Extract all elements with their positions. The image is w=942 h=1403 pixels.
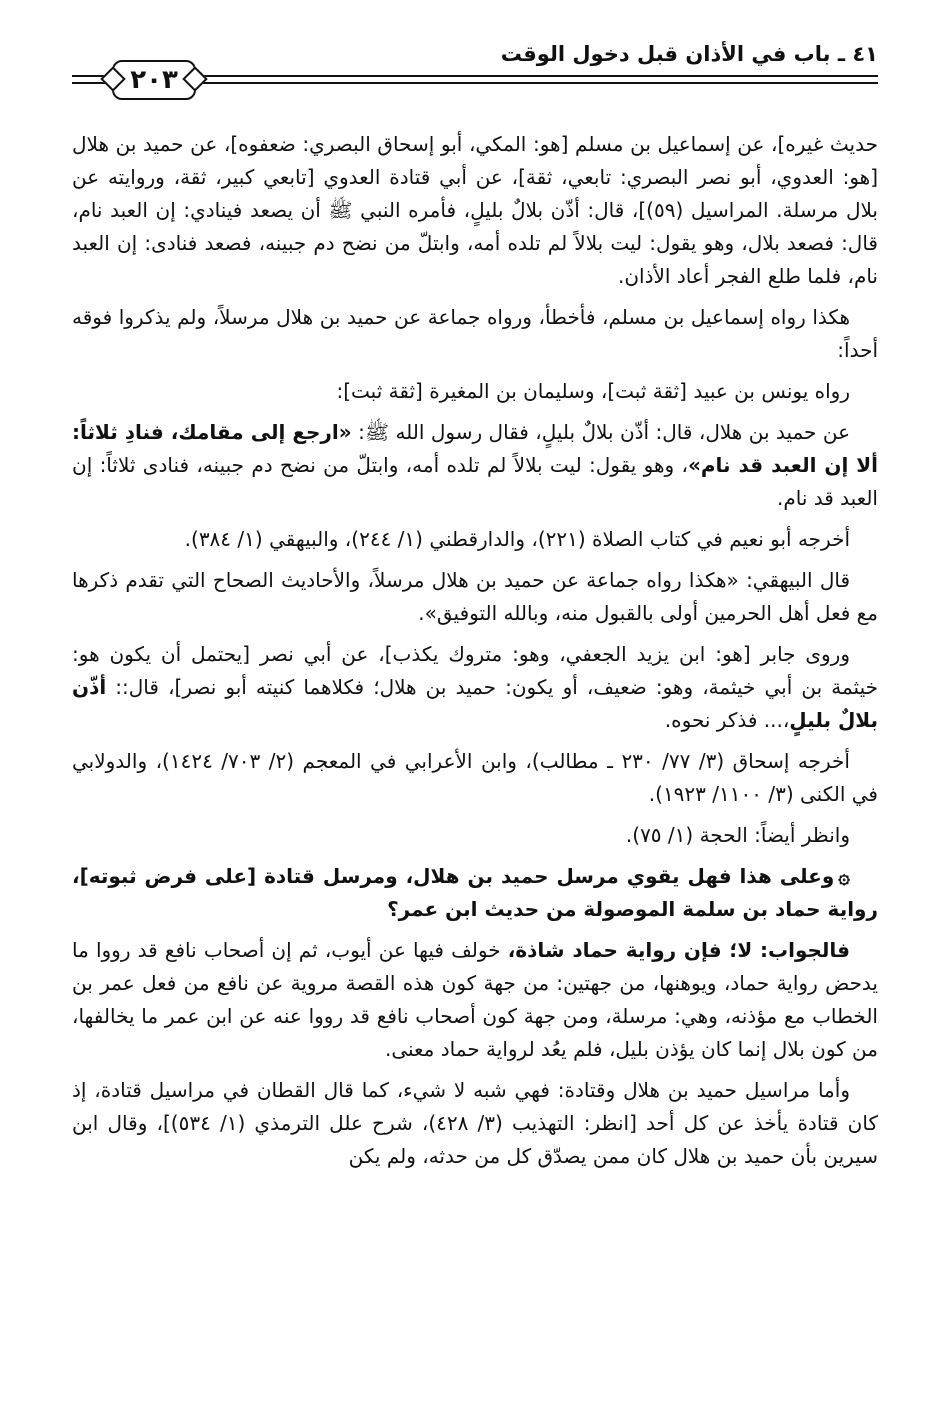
page-body — [72, 128, 878, 1181]
header-rule — [194, 75, 878, 77]
hadith-quote: «ارجع إلى مقامك، فنادِ ثلاثاً: ألا إن العبد قد نام» — [72, 420, 878, 477]
answer-lead: فالجواب: لا؛ فإن رواية حماد شاذة، — [507, 938, 851, 962]
paragraph: رواه يونس بن عبيد [ثقة ثبت]، وسليمان بن المغيرة [ثقة ثبت]: — [336, 379, 850, 403]
text-run: خولف فيها عن أيوب، ثم إن أصحاب نافع قد رووا ما يدحض رواية حماد، ويوهنها، من جهتين: من جهة كون هذه القصة مروية عن نافع من فعل عمر بن الخطاب مع مؤذنه، وهي: مرسلة، ومن جهة كون أصحاب نافع قد رووا عنه عن ابن عمر ما يخالفها، من كون بلال إنما كان يؤذن بليل، فلم يعُد لرواية حماد معنى. — [72, 938, 878, 1061]
chapter-title: ٤١ ـ باب في الأذان قبل دخول الوقت — [500, 42, 878, 66]
paragraph: هكذا رواه إسماعيل بن مسلم، فأخطأ، ورواه جماعة عن حميد بن هلال مرسلاً، ولم يذكروا فوقه أحداً: — [72, 305, 878, 362]
paragraph: حديث غيره]، عن إسماعيل بن مسلم [هو: المكي، أبو إسحاق البصري: ضعفوه]، عن حميد بن هلال [هو: العدوي، أبو نصر البصري: تابعي، ثقة]، عن أبي قتادة العدوي [تابعي كبير، ثقة، وروايته عن بلال مرسلة. المراسيل (٥٩)]، قال: أذّن بلالٌ بليلٍ، فأمره النبي ﷺ أن يصعد فينادي: إن العبد نام، قال: فصعد بلال، وهو يقول: ليت بلالاً لم تلده أمه، وابتلّ من نضح دم جبينه، فصعد فنادى: إن العبد نام، فلما طلع الفجر أعاد الأذان. — [72, 132, 879, 288]
text-run: وروى جابر [هو: ابن يزيد الجعفي، وهو: متروك يكذب]، عن أبي نصر [يحتمل أن يكون هو: خيثمة بن أبي خيثمة، وهو: ضعيف، أو يكون: حميد بن هلال؛ فكلاهما كنيته أبو نصر]، قال:: — [72, 642, 878, 699]
paragraph — [72, 934, 878, 1066]
page-header — [72, 34, 878, 124]
paragraph — [72, 860, 878, 926]
text-run: عن حميد بن هلال، قال: أذّن بلالٌ بليلٍ، فقال رسول الله ﷺ: — [351, 420, 850, 444]
paragraph: أخرجه إسحاق (٣/ ٧٧/ ٢٣٠ ـ مطالب)، وابن الأعرابي في المعجم (٢/ ٧٠٣/ ١٤٢٤)، والدولابي في الكنى (٣/ ١١٠٠/ ١٩٢٣). — [72, 749, 878, 806]
page-number: ٢٠٣ — [112, 60, 196, 100]
paragraph — [72, 638, 878, 737]
text-run: ،... فذكر نحوه. — [664, 708, 790, 732]
header-rule — [194, 82, 878, 84]
paragraph — [72, 416, 878, 515]
flower-icon: ۞ — [838, 864, 850, 888]
hadith-quote: أذّن بلالٌ بليلٍ — [72, 675, 878, 732]
question-text: وعلى هذا فهل يقوي مرسل حميد بن هلال، ومرسل قتادة [على فرض ثبوته]، رواية حماد بن سلمة الموصولة من حديث ابن عمر؟ — [72, 864, 878, 921]
paragraph: وانظر أيضاً: الحجة (١/ ٧٥). — [625, 823, 850, 847]
paragraph: قال البيهقي: «هكذا رواه جماعة عن حميد بن هلال مرسلاً، والأحاديث الصحاح التي تقدم ذكرها مع فعل أهل الحرمين أولى بالقبول منه، وبالله التوفيق». — [72, 568, 878, 625]
paragraph: أخرجه أبو نعيم في كتاب الصلاة (٢٢١)، والدارقطني (١/ ٢٤٤)، والبيهقي (١/ ٣٨٤). — [184, 527, 850, 551]
paragraph: وأما مراسيل حميد بن هلال وقتادة: فهي شبه لا شيء، كما قال القطان في مراسيل قتادة، إذ كان قتادة يأخذ عن كل أحد [انظر: التهذيب (٣/ ٤٢٨)، شرح علل الترمذي (١/ ٥٣٤)]، وقال ابن سيرين بأن حميد بن هلال كان ممن يصدّق كل من حدثه، ولم يكن — [72, 1078, 878, 1168]
text-run: ، وهو يقول: ليت بلالاً لم تلده أمه، وابتلّ من نضح دم جبينه، فنادى ثلاثاً: إن العبد قد نام. — [72, 453, 878, 510]
